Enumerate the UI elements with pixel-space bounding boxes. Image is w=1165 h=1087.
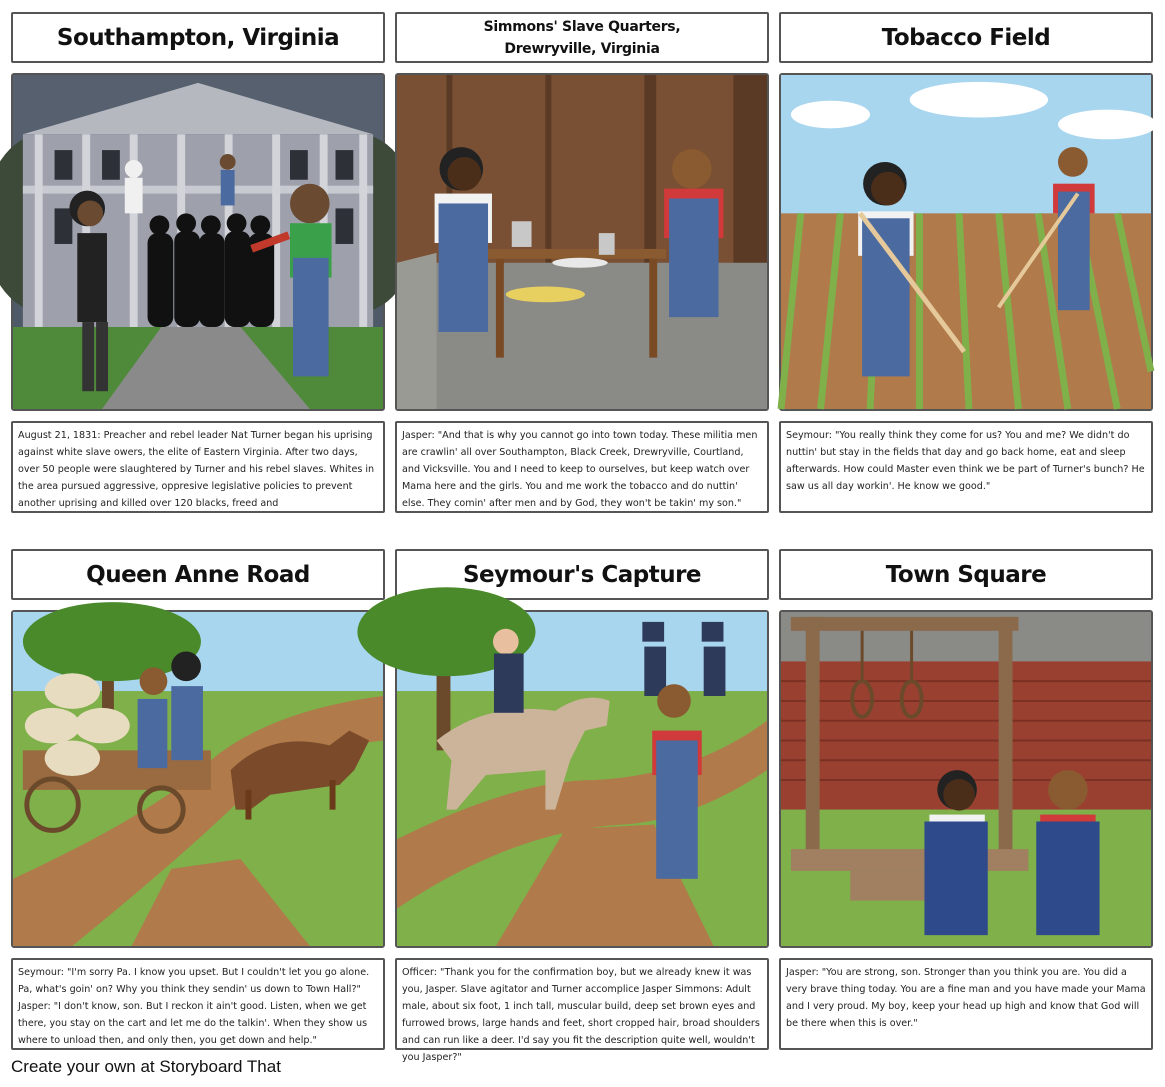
panel-3-caption	[779, 421, 1153, 513]
panel-6-title	[779, 549, 1153, 600]
panel-3-caption-text: Seymour: "You really think they come for us? You and me? We didn't do nuttin' but stay in the fields that day and go back home, eat and sleep afterwards. How could Master even think we be part of Turner's bunch? He saw us all day workin'. He know we good."	[786, 430, 1145, 492]
panel-1-title	[11, 12, 385, 63]
panel-2-title-line-2: Drewryville, Virginia	[504, 40, 660, 57]
panel-3-illustration-tobacco-field	[779, 73, 1153, 411]
panel-5-caption-text: Officer: "Thank you for the confirmation boy, but we already knew it was you, Jasper. Slave agitator and Turner accomplice Jasper Simmons: Adult male, about six foot, 1 inch tall, muscular build, deep set brown eyes and furrowed brows, large hands and feet, short cropped hair, broad shoulders and can run like a deer. I'd say you fit the description quite well, wouldn't you Jasper?"	[402, 967, 760, 1063]
panel-3-title	[779, 12, 1153, 63]
panel-2-illustration-quarters	[395, 73, 769, 411]
storyboard-footer-link[interactable]: Create your own at Storyboard That	[11, 1057, 281, 1076]
panel-4-caption-line-1: Seymour: "I'm sorry Pa. I know you upset. But I couldn't let you go alone. Pa, what's goin' on? Why you think they sendin' us down to Town Hall?"	[18, 967, 370, 995]
panel-1-caption-text: August 21, 1831: Preacher and rebel leader Nat Turner began his uprising against white slave owers, the elite of Eastern Virginia. After two days, over 50 people were slaughtered by Turner and his rebel slaves. Whites in the area pursued aggressive, oppresive legislative policies to prevent another uprising and killed over 120 blacks, freed and	[18, 430, 375, 509]
panel-2-title-line-1: Simmons' Slave Quarters,	[483, 18, 681, 35]
panel-6-caption	[779, 958, 1153, 1050]
panel-5-caption	[395, 958, 769, 1063]
panel-2-title	[395, 12, 769, 63]
panel-2-caption	[395, 421, 769, 513]
panel-6-illustration-gallows	[779, 610, 1153, 948]
panel-4-caption-line-2: Jasper: "I don't know, son. But I reckon it ain't good. Listen, when we get there, you stay on the cart and let me do the talkin'. When they show us where to unload then, and only then, you get down and help."	[18, 1001, 368, 1046]
panel-6-title-text: Town Square	[885, 561, 1047, 588]
panel-1-illustration-plantation	[11, 73, 385, 411]
panel-4-title-text: Queen Anne Road	[86, 561, 310, 588]
panel-1-caption	[11, 421, 385, 513]
panel-5-title-text: Seymour's Capture	[462, 561, 702, 588]
panel-1-title-text: Southampton, Virginia	[56, 24, 340, 51]
panel-6-caption-text: Jasper: "You are strong, son. Stronger than you think you are. You did a very brave thing today. You are a fine man and you have made your Mama and I very proud. My boy, keep your head up high and know that God will be there when this is over."	[786, 967, 1146, 1029]
panel-4-illustration-road	[11, 610, 385, 948]
panel-4-title	[11, 549, 385, 600]
panel-5-illustration-capture	[395, 610, 769, 948]
panel-2-caption-text: Jasper: "And that is why you cannot go into town today. These militia men are crawlin' all over Southampton, Black Creek, Drewryville, Courtland, and Vicksville. You and I need to keep to ourselves, but keep watch over Mama here and the girls. You and me work the tobacco and do nuttin' else. They comin' after men and by God, they won't be takin' my son."	[402, 430, 758, 509]
panel-3-title-text: Tobacco Field	[881, 24, 1051, 51]
panel-4-caption	[11, 958, 385, 1050]
